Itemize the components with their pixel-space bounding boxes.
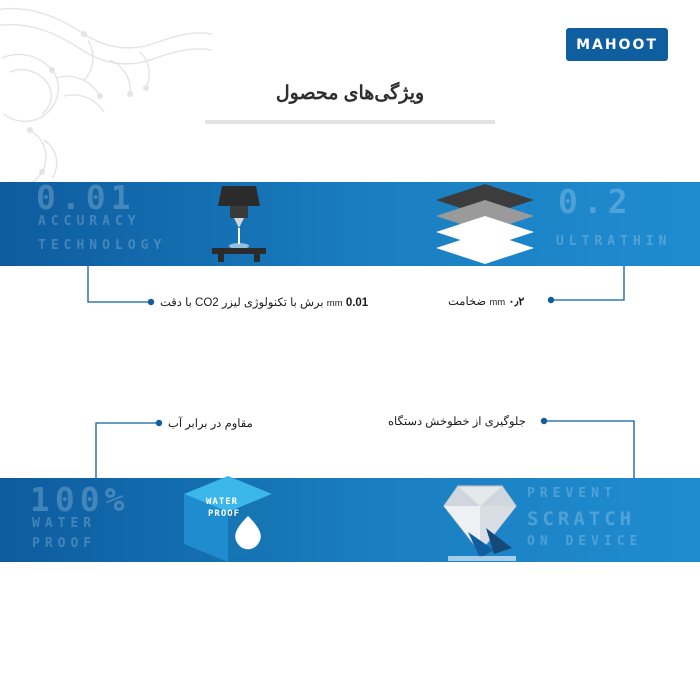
- waterproof-extra-label: PROOF: [32, 536, 97, 551]
- waterproof-big-label: 100%: [30, 480, 130, 519]
- laser-cutter-icon: [196, 182, 282, 273]
- water-proof-box-icon: [170, 470, 286, 579]
- svg-text:WATER: WATER: [206, 497, 239, 507]
- title-divider: [205, 120, 495, 124]
- brand-logo-text: MAHOOT: [576, 36, 658, 53]
- callout-scratch: [388, 414, 526, 428]
- callout-accuracy-value: 0.01: [345, 297, 369, 309]
- ultrathin-big-label: 0.2: [558, 182, 633, 221]
- svg-text:PROOF: PROOF: [208, 509, 241, 519]
- callout-accuracy-unit: mm: [326, 298, 343, 309]
- diamond-icon: [428, 470, 532, 575]
- callout-ultrathin-value: ۰٫۲: [508, 296, 525, 308]
- page-title: ویژگی‌های محصول: [275, 83, 425, 104]
- callout-ultrathin-unit: mm: [489, 297, 506, 308]
- callout-ultrathin-text: ضخامت: [448, 296, 487, 308]
- brand-logo: [566, 28, 668, 61]
- callout-accuracy-text: برش با تکنولوژی لیزر CO2 با دقت: [160, 297, 324, 309]
- callout-scratch-text: جلوگیری از خطوخش دستگاه: [388, 416, 526, 428]
- scratch-sub-label: SCRATCH: [527, 508, 636, 530]
- callout-ultrathin: [448, 294, 524, 308]
- scratch-extra-label: ON DEVICE: [527, 534, 643, 549]
- callout-waterproof: [168, 416, 253, 430]
- scratch-big-label: PREVENT: [527, 486, 617, 501]
- waterproof-sub-label: WATER: [32, 516, 97, 531]
- accuracy-extra-label: TECHNOLOGY: [38, 238, 167, 253]
- feature-band-top: [0, 178, 700, 266]
- feature-band-bottom: [0, 478, 700, 562]
- callout-accuracy: [160, 295, 368, 309]
- ultrathin-sub-label: ULTRATHIN: [556, 234, 672, 249]
- accuracy-big-label: 0.01: [36, 178, 136, 217]
- callout-waterproof-text: مقاوم در برابر آب: [168, 418, 253, 430]
- layers-icon: [430, 180, 540, 273]
- accuracy-sub-label: ACCURACY: [38, 214, 141, 229]
